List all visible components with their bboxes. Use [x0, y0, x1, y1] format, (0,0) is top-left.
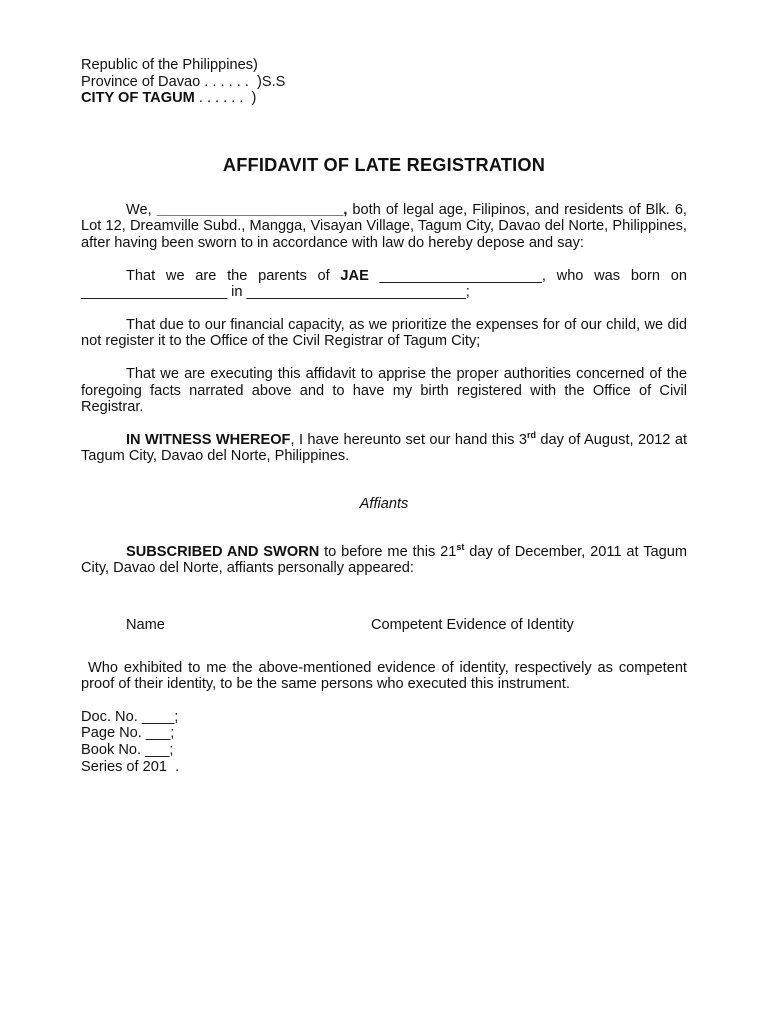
- paragraph-exhibited: Who exhibited to me the above-mentioned evidence of identity, respectively as competent proof of their identity, to be the same persons who executed this instrument.: [81, 659, 687, 693]
- p6-bold: SUBSCRIBED AND SWORN: [126, 543, 320, 560]
- paragraph-purpose: That we are executing this affidavit to apprise the proper authorities concerned of the foregoing facts narrated above and to have my birth registered with the Office of Civil Registrar.: [81, 365, 687, 416]
- notary-book-no: Book No. ___;: [81, 742, 174, 759]
- paragraph-subscribed: [81, 541, 687, 577]
- header-city-rest: . . . . . . ): [194, 90, 257, 107]
- header-province: Province of Davao . . . . . . )S.S: [81, 73, 286, 90]
- notary-doc-no: Doc. No. ____;: [81, 708, 179, 725]
- p5-rest1: , I have hereunto set our hand this 3: [290, 431, 527, 448]
- document-page: [81, 57, 687, 775]
- document-title: AFFIDAVIT OF LATE REGISTRATION: [222, 154, 546, 175]
- column-evidence: Competent Evidence of Identity: [371, 616, 574, 633]
- p5-rest2: day of August, 2012 at Tagum City, Davao del Norte, Philippines.: [81, 431, 687, 465]
- paragraph-parents: [81, 268, 687, 301]
- paragraph-reason: That due to our financial capacity, as we prioritize the expenses for of our child, we did not register it to the Office of the Civil Registrar of Tagum City;: [81, 316, 687, 350]
- p2-child-name: JAE: [340, 267, 369, 284]
- p1-rest: both of legal age, Filipinos, and residents of Blk. 6, Lot 12, Dreamville Subd., Mangga, Visayan Village, Tagum City, Davao del Norte, Philippines, after having been sworn to in accordance with law do hereby depose and say:: [81, 201, 687, 251]
- p2-blank: ____________________: [368, 267, 542, 284]
- header-republic: Republic of the Philippines): [81, 57, 258, 73]
- p5-bold: IN WITNESS WHEREOF: [126, 431, 291, 448]
- header-city-label: CITY OF TAGUM: [81, 90, 195, 107]
- p1-lead: We,: [126, 201, 157, 218]
- p1-name-blank: _______________________,: [156, 201, 348, 218]
- p6-rest1: to before me this 21: [319, 543, 457, 560]
- paragraph-witness: [81, 429, 687, 465]
- notary-block: [81, 709, 687, 775]
- p6-rest2: day of December, 2011 at Tagum City, Davao del Norte, affiants personally appeared:: [81, 543, 687, 577]
- paragraph-affiants-intro: [81, 202, 687, 252]
- venue-header: [81, 57, 687, 107]
- identity-table-header: [81, 617, 687, 634]
- notary-series: Series of 201 .: [81, 758, 180, 775]
- affiants-label: Affiants: [359, 495, 409, 512]
- p6-sup: st: [456, 541, 465, 552]
- p2-lead: That we are the parents of: [126, 267, 341, 284]
- p2-rest: , who was born on __________________ in ___________________________;: [81, 267, 687, 301]
- column-name: Name: [126, 616, 165, 633]
- p5-sup: rd: [526, 429, 536, 440]
- notary-page-no: Page No. ___;: [81, 725, 175, 742]
- header-city: [81, 90, 687, 107]
